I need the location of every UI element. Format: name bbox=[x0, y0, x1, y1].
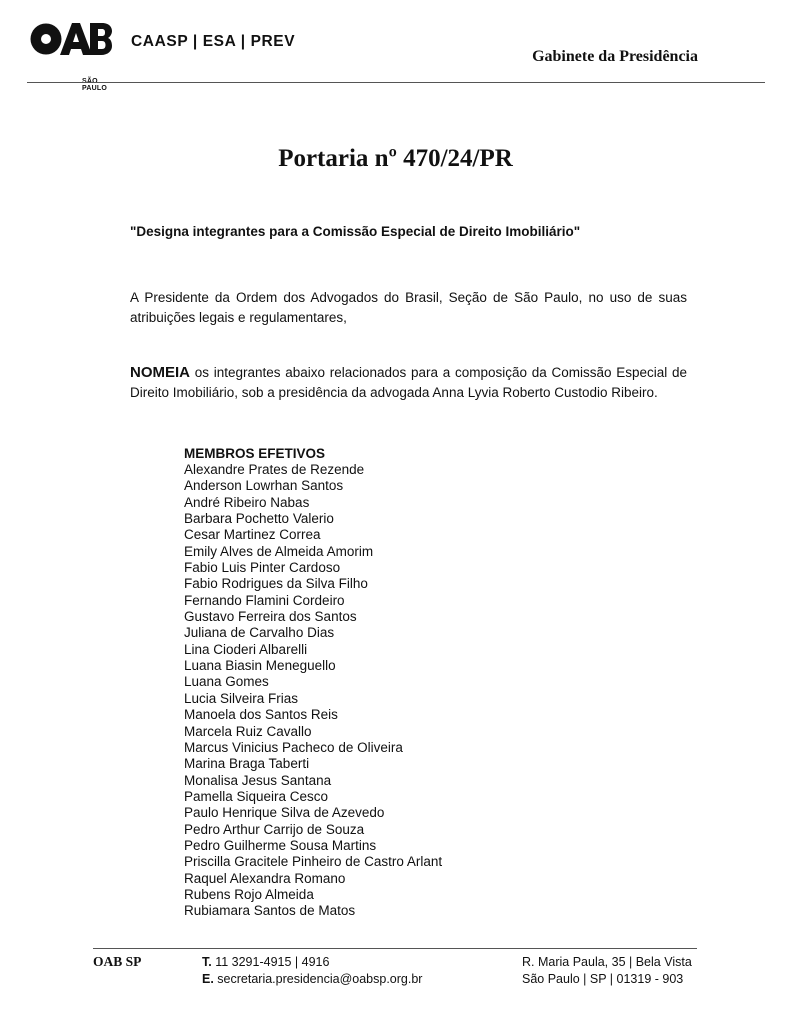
member-item: Fernando Flamini Cordeiro bbox=[184, 592, 345, 608]
member-item: Pedro Arthur Carrijo de Souza bbox=[184, 821, 365, 837]
member-item: Rubens Rojo Almeida bbox=[184, 886, 314, 902]
members-list bbox=[184, 462, 442, 920]
address-line-2: São Paulo | SP | 01319 - 903 bbox=[522, 972, 684, 986]
phone-label: T. bbox=[202, 955, 212, 969]
member-item: Barbara Pochetto Valerio bbox=[184, 511, 334, 527]
footer-email bbox=[202, 971, 422, 988]
member-item: Rubiamara Santos de Matos bbox=[184, 903, 356, 919]
member-item: Fabio Rodrigues da Silva Filho bbox=[184, 576, 368, 592]
email-label: E. bbox=[202, 972, 214, 986]
nomeia-text: os integrantes abaixo relacionados para a composição da Comissão Especial de Direito Imobiliário, sob a presidência da advogada Anna Lyvia Roberto Custodio Ribeiro. bbox=[130, 365, 687, 400]
header-cabinet: Gabinete da Presidência bbox=[532, 48, 698, 65]
footer-address bbox=[522, 954, 692, 988]
member-item: Fabio Luis Pinter Cardoso bbox=[184, 560, 341, 576]
oab-logo-mark bbox=[30, 22, 112, 56]
member-item: Marcus Vinicius Pacheco de Oliveira bbox=[184, 739, 403, 755]
address-line-1: R. Maria Paula, 35 | Bela Vista bbox=[522, 955, 692, 969]
members-heading: MEMBROS EFETIVOS bbox=[184, 446, 326, 461]
member-item: Marina Braga Taberti bbox=[184, 756, 310, 772]
member-item: Lina Cioderi Albarelli bbox=[184, 641, 308, 657]
nomeia-paragraph bbox=[130, 363, 687, 403]
phone-value: 11 3291-4915 | 4916 bbox=[211, 955, 330, 969]
member-item: Cesar Martinez Correa bbox=[184, 527, 321, 543]
header-divider bbox=[27, 82, 765, 83]
member-item: Juliana de Carvalho Dias bbox=[184, 625, 335, 641]
member-item: Priscilla Gracitele Pinheiro de Castro Arlant bbox=[184, 854, 443, 870]
member-item: Anderson Lowrhan Santos bbox=[184, 478, 344, 494]
footer-contact bbox=[202, 954, 422, 988]
preamble-paragraph: A Presidente da Ordem dos Advogados do Brasil, Seção de São Paulo, no uso de suas atribuições legais e regulamentares, bbox=[130, 290, 687, 325]
member-item: Luana Biasin Meneguello bbox=[184, 658, 336, 674]
document-subject: "Designa integrantes para a Comissão Especial de Direito Imobiliário" bbox=[130, 224, 581, 239]
footer-org: OAB SP bbox=[93, 954, 142, 969]
member-item: Alexandre Prates de Rezende bbox=[184, 462, 365, 477]
footer-phone bbox=[202, 954, 422, 971]
member-item: Emily Alves de Almeida Amorim bbox=[184, 543, 374, 559]
header-entities: CAASP | ESA | PREV bbox=[131, 33, 296, 50]
member-item: Luana Gomes bbox=[184, 674, 269, 690]
member-item: Raquel Alexandra Romano bbox=[184, 870, 346, 886]
member-item: Monalisa Jesus Santana bbox=[184, 772, 332, 788]
member-item: Manoela dos Santos Reis bbox=[184, 707, 338, 723]
footer-divider bbox=[93, 948, 697, 949]
nomeia-word: NOMEIA bbox=[130, 364, 190, 381]
member-item: Paulo Henrique Silva de Azevedo bbox=[184, 805, 385, 821]
member-item: Lucia Silveira Frias bbox=[184, 690, 299, 706]
logo-subtext: SÃO PAULO bbox=[82, 78, 107, 92]
oab-logo bbox=[30, 22, 112, 92]
email-value: secretaria.presidencia@oabsp.org.br bbox=[213, 972, 423, 986]
member-item: Marcela Ruiz Cavallo bbox=[184, 723, 312, 739]
member-item: Gustavo Ferreira dos Santos bbox=[184, 609, 357, 625]
member-item: André Ribeiro Nabas bbox=[184, 494, 310, 510]
document-title: Portaria nº 470/24/PR bbox=[278, 145, 513, 172]
member-item: Pedro Guilherme Sousa Martins bbox=[184, 837, 377, 853]
member-item: Pamella Siqueira Cesco bbox=[184, 788, 329, 804]
